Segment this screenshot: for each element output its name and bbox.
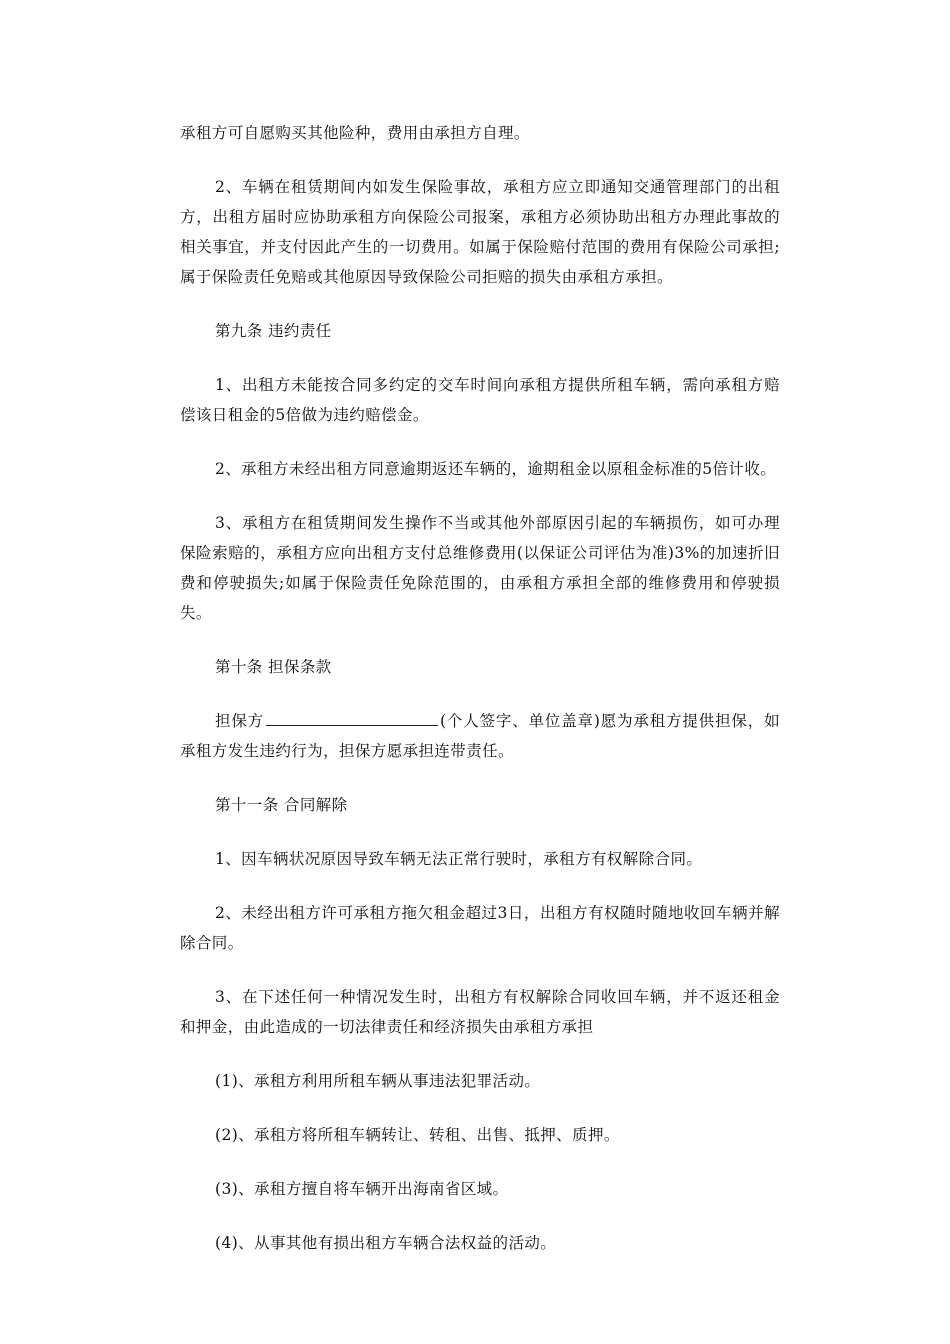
article-10-guarantee (180, 706, 780, 766)
article-11-clause-1: 1、因车辆状况原因导致车辆无法正常行驶时，承租方有权解除合同。 (215, 850, 703, 868)
guarantor-label: 担保方 (215, 712, 264, 730)
article-11-item-4: (4)、从事其他有损出租方车辆合法权益的活动。 (215, 1234, 557, 1252)
article-11-heading: 第十一条 合同解除 (215, 796, 348, 814)
paragraph-insurance-accident: 2、车辆在租赁期间内如发生保险事故，承租方应立即通知交通管理部门的出租方，出租方届时应协助承租方向保险公司报案，承租方必须协助出租方办理此事故的相关事宜，并支付因此产生的一切费用。如属于保险赔付范围的费用有保险公司承担;属于保险责任免赔或其他原因导致保险公司拒赔的损失由承租方承担。 (180, 178, 780, 286)
article-10-heading: 第十条 担保条款 (215, 658, 332, 676)
article-9-clause-1: 1、出租方未能按合同多约定的交车时间向承租方提供所租车辆，需向承租方赔偿该日租金的5倍做为违约赔偿金。 (180, 376, 780, 424)
article-11-clause-3: 3、在下述任何一种情况发生时，出租方有权解除合同收回车辆，并不返还租金和押金，由此造成的一切法律责任和经济损失由承租方承担 (180, 988, 780, 1036)
article-11-item-1: (1)、承租方利用所租车辆从事违法犯罪活动。 (215, 1072, 541, 1090)
article-9-clause-3: 3、承租方在租赁期间发生操作不当或其他外部原因引起的车辆损伤，如可办理保险索赔的，承租方应向出租方支付总维修费用(以保证公司评估为准)3%的加速折旧费和停驶损失;如属于保险责任免除范围的，由承租方承担全部的维修费用和停驶损失。 (180, 514, 780, 622)
guarantor-text: (个人签字、单位盖章)愿为承租方提供担保，如承租方发生违约行为，担保方愿承担连带责任。 (180, 712, 780, 760)
article-9-heading: 第九条 违约责任 (215, 322, 332, 340)
paragraph-insurance-optional: 承租方可自愿购买其他险种，费用由承担方自理。 (180, 124, 530, 142)
article-9-clause-2: 2、承租方未经出租方同意逾期返还车辆的，逾期租金以原租金标准的5倍计收。 (215, 460, 777, 478)
article-11-clause-2: 2、未经出租方许可承租方拖欠租金超过3日，出租方有权随时随地收回车辆并解除合同。 (180, 904, 780, 952)
guarantor-blank-line (266, 708, 438, 726)
article-11-item-3: (3)、承租方擅自将车辆开出海南省区域。 (215, 1180, 509, 1198)
article-11-item-2: (2)、承租方将所租车辆转让、转租、出售、抵押、质押。 (215, 1126, 620, 1144)
document-body (180, 118, 780, 1282)
